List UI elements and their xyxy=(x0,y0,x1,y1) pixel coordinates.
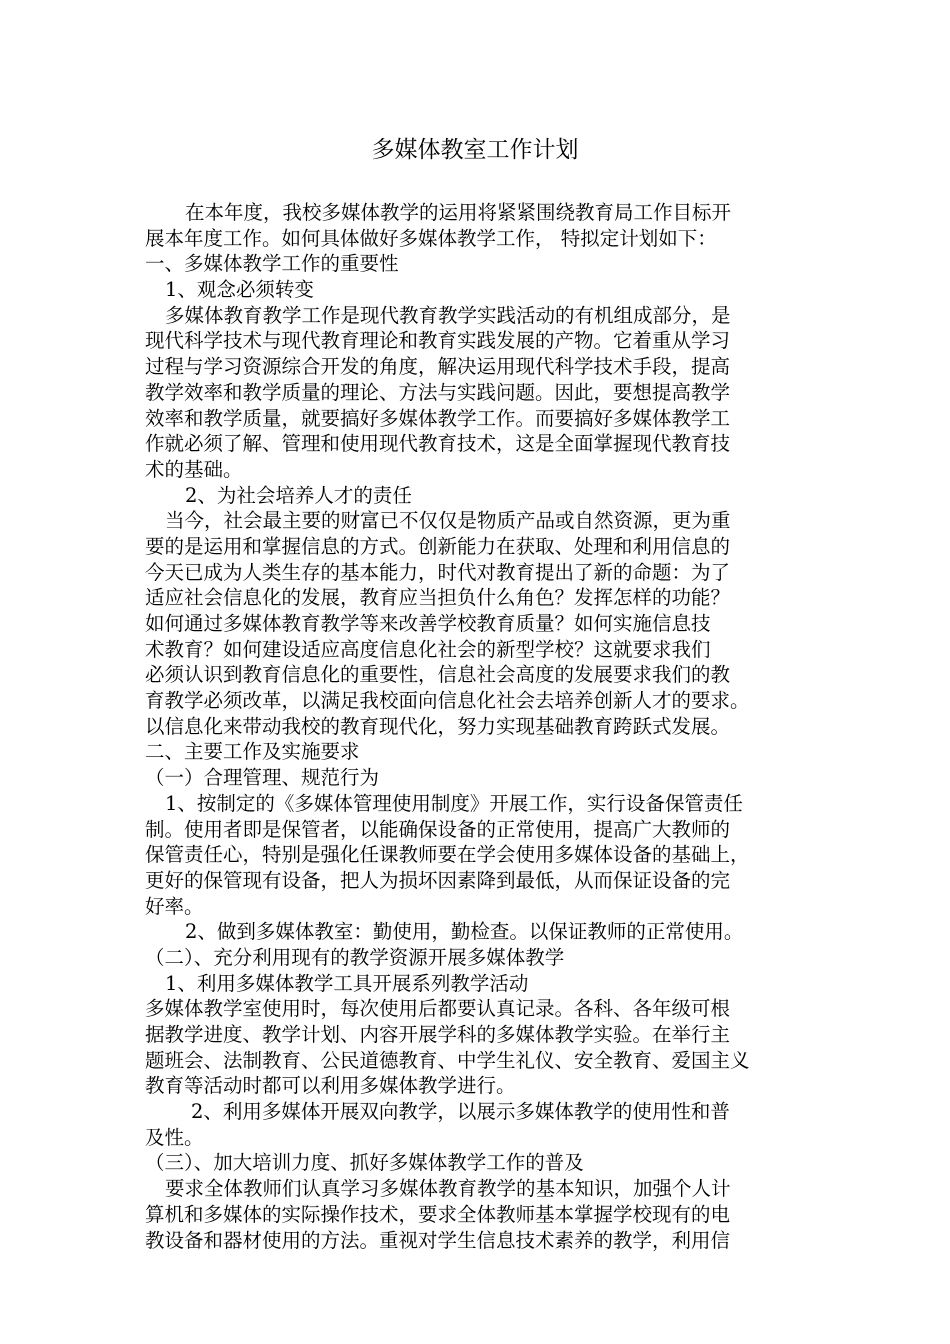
text-line: 要求全体教师们认真学习多媒体教育教学的基本知识，加强个人计 xyxy=(165,1177,731,1201)
text-line: 教学效率和教学质量的理论、方法与实践问题。因此，要想提高教学 xyxy=(145,380,731,404)
text-line: 今天已成为人类生存的基本能力，时代对教育提出了新的命题：为了 xyxy=(145,560,731,584)
text-line: 好率。 xyxy=(145,894,204,918)
text-line: 育教学必须改革，以满足我校面向信息化社会去培养创新人才的要求。 xyxy=(145,689,750,713)
text-line: 当今，社会最主要的财富已不仅仅是物质产品或自然资源，更为重 xyxy=(165,509,731,533)
document-body xyxy=(145,200,815,1253)
text-line: 效率和教学质量，就要搞好多媒体教学工作。而要搞好多媒体教学工 xyxy=(145,406,731,430)
text-line: 1、观念必须转变 xyxy=(165,278,314,302)
text-line: 2、为社会培养人才的责任 xyxy=(185,483,412,507)
text-line: 必须认识到教育信息化的重要性，信息社会高度的发展要求我们的教 xyxy=(145,663,731,687)
text-line: 制。使用者即是保管者，以能确保设备的正常使用，提高广大教师的 xyxy=(145,817,731,841)
text-line: 更好的保管现有设备，把人为损坏因素降到最低，从而保证设备的完 xyxy=(145,868,731,892)
text-line: 要的是运用和掌握信息的方式。创新能力在获取、处理和利用信息的 xyxy=(145,534,731,558)
text-line: 以信息化来带动我校的教育现代化，努力实现基础教育跨跃式发展。 xyxy=(145,714,731,738)
text-line: 教设备和器材使用的方法。重视对学生信息技术素养的教学，利用信 xyxy=(145,1228,731,1252)
text-line: 算机和多媒体的实际操作技术，要求全体教师基本掌握学校现有的电 xyxy=(145,1202,731,1226)
text-line: 保管责任心，特别是强化任课教师要在学会使用多媒体设备的基础上， xyxy=(145,843,750,867)
text-line: 二、主要工作及实施要求 xyxy=(145,740,360,764)
text-line: 展本年度工作。如何具体做好多媒体教学工作， 特拟定计划如下： xyxy=(145,226,717,250)
document-title: 多媒体教室工作计划 xyxy=(371,137,579,163)
text-line: 如何通过多媒体教育教学等来改善学校教育质量？如何实施信息技 xyxy=(145,612,711,635)
text-line: 据教学进度、教学计划、内容开展学科的多媒体教学实验。在举行主 xyxy=(145,1023,731,1046)
text-line: 过程与学习资源综合开发的角度，解决运用现代科学技术手段，提高 xyxy=(145,355,731,379)
text-line: （三）、加大培训力度、抓好多媒体教学工作的普及 xyxy=(145,1151,584,1175)
text-line: 2、利用多媒体开展双向教学，以展示多媒体教学的使用性和普 xyxy=(191,1100,730,1124)
text-line: 作就必须了解、管理和使用现代教育技术，这是全面掌握现代教育技 xyxy=(145,432,731,456)
text-line: 题班会、法制教育、公民道德教育、中学生礼仪、安全教育、爱国主义 xyxy=(145,1048,750,1072)
text-line: 在本年度，我校多媒体教学的运用将紧紧围绕教育局工作目标开 xyxy=(185,201,732,224)
text-line: 1、利用多媒体教学工具开展系列教学活动 xyxy=(165,971,529,995)
text-line: （一）合理管理、规范行为 xyxy=(145,766,380,790)
text-line: 教育等活动时都可以利用多媒体教学进行。 xyxy=(145,1074,516,1098)
text-line: 现代科学技术与现代教育理论和教育实践发展的产物。它着重从学习 xyxy=(145,329,731,353)
text-line: 一、多媒体教学工作的重要性 xyxy=(145,252,399,276)
text-line: 术的基础。 xyxy=(145,457,243,481)
text-line: （二）、充分利用现有的教学资源开展多媒体教学 xyxy=(145,945,565,969)
text-line: 多媒体教育教学工作是现代教育教学实践活动的有机组成部分，是 xyxy=(165,303,731,327)
text-line: 1、按制定的《多媒体管理使用制度》开展工作，实行设备保管责任 xyxy=(165,791,743,815)
text-line: 2、做到多媒体教室：勤使用，勤检查。以保证教师的正常使用。 xyxy=(185,920,744,944)
text-line: 及性。 xyxy=(145,1125,204,1149)
text-line: 多媒体教学室使用时，每次使用后都要认真记录。各科、各年级可根 xyxy=(145,997,731,1021)
text-line: 适应社会信息化的发展，教育应当担负什么角色？发挥怎样的功能？ xyxy=(145,586,731,610)
text-line: 术教育？如何建设适应高度信息化社会的新型学校？这就要求我们 xyxy=(145,637,711,661)
